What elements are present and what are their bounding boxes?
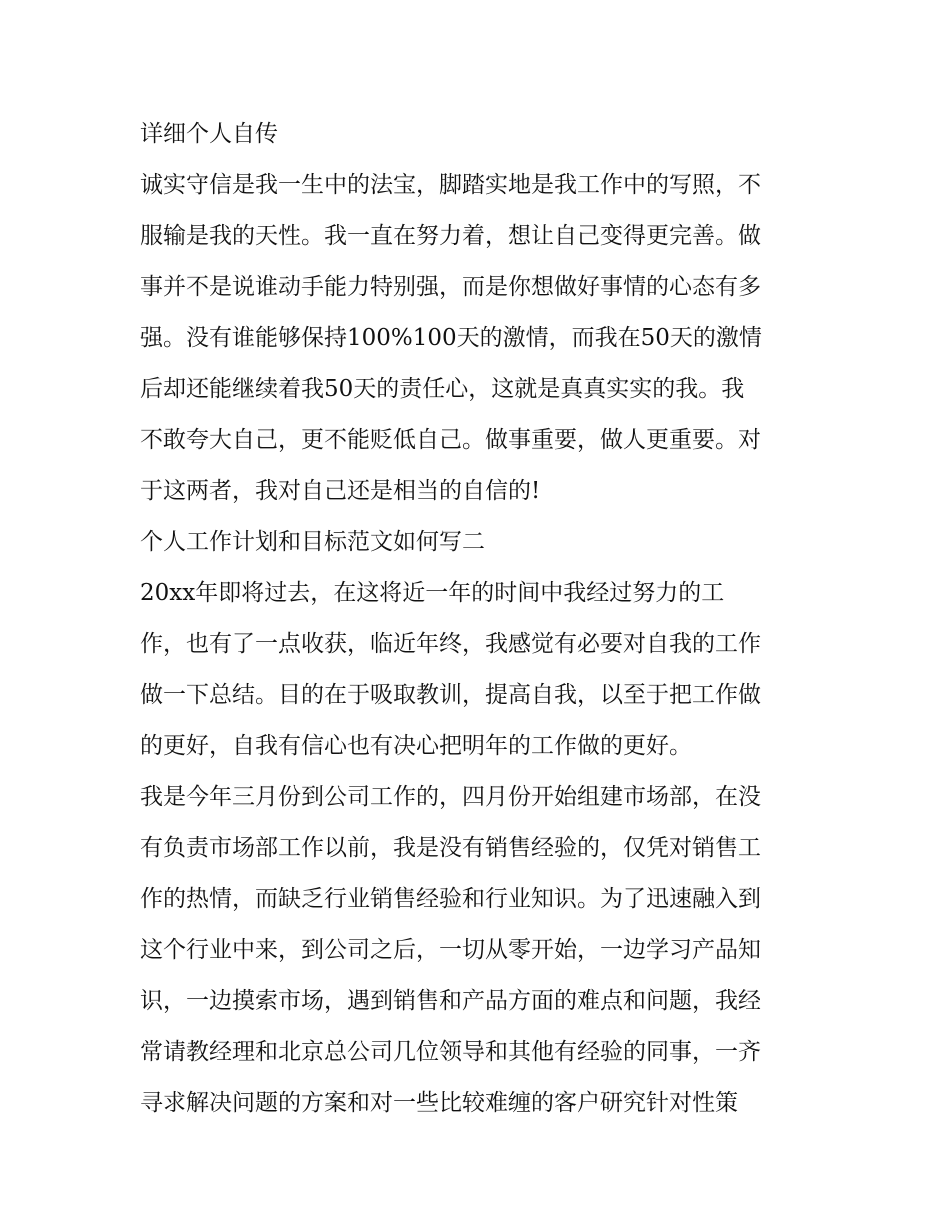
text-line: 这个行业中来，到公司之后，一切从零开始，一边学习产品知 [140,937,761,963]
text-line: 于这两者，我对自己还是相当的自信的! [140,478,541,504]
text-line: 的更好，自我有信心也有决心把明年的工作做的更好。 [140,733,692,759]
text-line: 识，一边摸索市场，遇到销售和产品方面的难点和问题，我经 [140,988,761,1014]
document-title: 详细个人自传 [140,121,278,147]
text-line: 寻求解决问题的方案和对一些比较难缠的客户研究针对性策 [140,1090,738,1116]
text-line: 服输是我的天性。我一直在努力着，想让自己变得更完善。做 [140,223,761,249]
text-line: 作的热情，而缺乏行业销售经验和行业知识。为了迅速融入到 [140,886,761,912]
section-heading: 个人工作计划和目标范文如何写二 [140,529,485,555]
text-line: 强。没有谁能够保持100%100天的激情，而我在50天的激情 [140,325,762,351]
text-line: 后却还能继续着我50天的责任心，这就是真真实实的我。我 [140,376,745,402]
text-line: 常请教经理和北京总公司几位领导和其他有经验的同事，一齐 [140,1039,761,1065]
text-line: 我是今年三月份到公司工作的，四月份开始组建市场部，在没 [140,784,761,810]
text-line: 作，也有了一点收获，临近年终，我感觉有必要对自我的工作 [140,631,761,657]
text-line: 诚实守信是我一生中的法宝，脚踏实地是我工作中的写照，不 [140,172,761,198]
text-line: 做一下总结。目的在于吸取教训，提高自我，以至于把工作做 [140,682,761,708]
text-line: 不敢夸大自己，更不能贬低自己。做事重要，做人更重要。对 [140,427,761,453]
text-line: 事并不是说谁动手能力特别强，而是你想做好事情的心态有多 [140,274,761,300]
text-line: 有负责市场部工作以前，我是没有销售经验的，仅凭对销售工 [140,835,761,861]
document-body [140,109,812,1129]
text-line: 20xx年即将过去，在这将近一年的时间中我经过努力的工 [140,580,725,606]
